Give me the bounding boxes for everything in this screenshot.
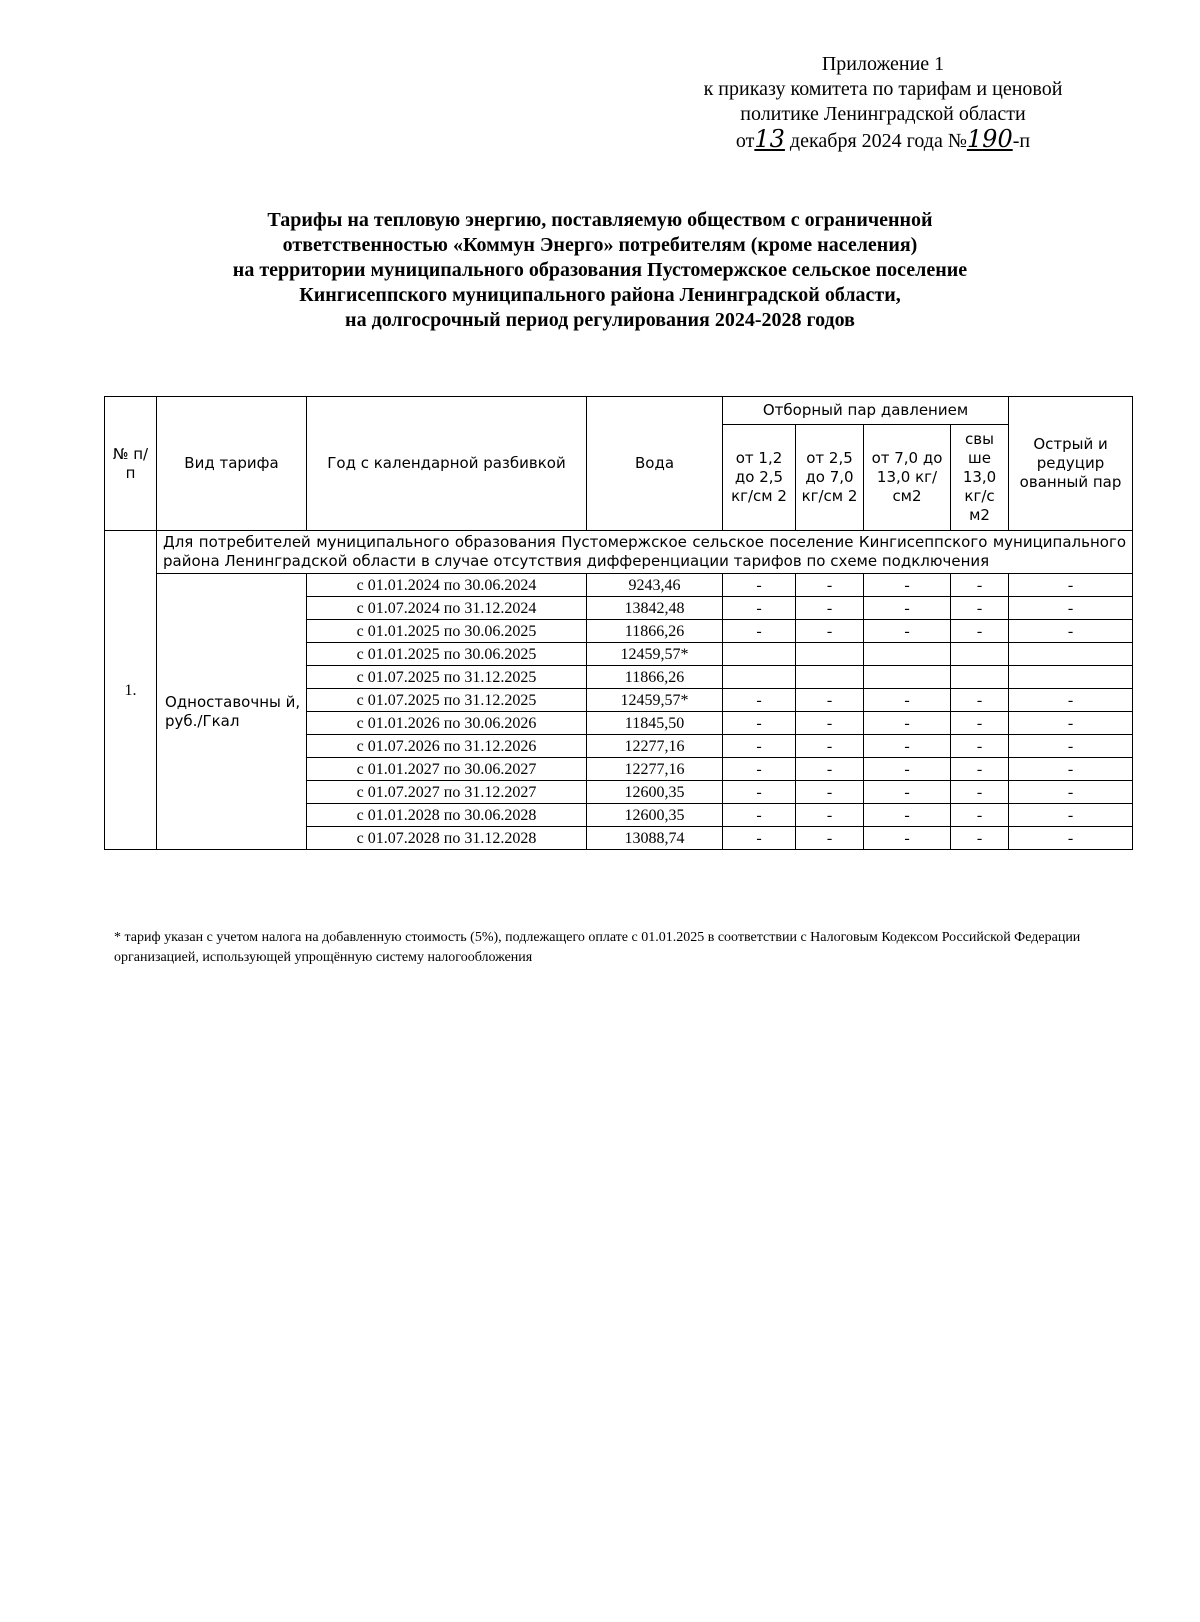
cell-sharp: - [1009, 804, 1133, 827]
cell-sharp: - [1009, 574, 1133, 597]
cell-sharp: - [1009, 827, 1133, 850]
cell-s3: - [864, 827, 951, 850]
header-num: № п/п [105, 397, 157, 531]
cell-s2 [796, 666, 864, 689]
cell-s2: - [796, 597, 864, 620]
cell-s3 [864, 666, 951, 689]
order-suffix: -п [1012, 130, 1031, 152]
cell-s1 [723, 643, 796, 666]
cell-sharp: - [1009, 620, 1133, 643]
cell-s4: - [951, 597, 1009, 620]
header-steam-group: Отборный пар давлением [723, 397, 1009, 425]
cell-s4 [951, 643, 1009, 666]
cell-s1: - [723, 689, 796, 712]
cell-s2: - [796, 804, 864, 827]
header-steam-2: от 2,5 до 7,0 кг/см 2 [796, 425, 864, 531]
row-number: 1. [105, 531, 157, 850]
cell-s3: - [864, 689, 951, 712]
cell-s2 [796, 643, 864, 666]
cell-period: с 01.07.2024 по 31.12.2024 [307, 597, 587, 620]
cell-s4: - [951, 620, 1009, 643]
cell-water: 12459,57* [587, 643, 723, 666]
cell-water: 9243,46 [587, 574, 723, 597]
cell-s1: - [723, 781, 796, 804]
appendix-line1: Приложение 1 [821, 53, 945, 75]
cell-period: с 01.07.2027 по 31.12.2027 [307, 781, 587, 804]
cell-water: 12600,35 [587, 804, 723, 827]
cell-s2: - [796, 735, 864, 758]
date-prefix: от [735, 130, 755, 152]
cell-period: с 01.01.2024 по 30.06.2024 [307, 574, 587, 597]
header-steam-4: свы ше 13,0 кг/с м2 [951, 425, 1009, 531]
cell-sharp [1009, 666, 1133, 689]
cell-s3: - [864, 574, 951, 597]
appendix-line3: политике Ленинградской области [740, 103, 1026, 125]
cell-s1: - [723, 804, 796, 827]
cell-s3: - [864, 597, 951, 620]
cell-water: 12277,16 [587, 735, 723, 758]
cell-s1 [723, 666, 796, 689]
cell-s3: - [864, 781, 951, 804]
cell-s1: - [723, 735, 796, 758]
header-period: Год с календарной разбивкой [307, 397, 587, 531]
cell-sharp: - [1009, 758, 1133, 781]
cell-s3: - [864, 712, 951, 735]
cell-s4: - [951, 735, 1009, 758]
date-rest: декабря 2024 года № [784, 130, 967, 152]
tariff-kind: Одноставочны й, руб./Гкал [157, 574, 307, 850]
title-line: ответственностью «Коммун Энерго» потребителям (кроме населения) [282, 234, 918, 256]
title-line: на долгосрочный период регулирования 2024-2028 годов [345, 309, 855, 331]
cell-s1: - [723, 758, 796, 781]
cell-period: с 01.01.2027 по 30.06.2027 [307, 758, 587, 781]
cell-s4: - [951, 804, 1009, 827]
appendix-line2: к приказу комитета по тарифам и ценовой [703, 78, 1063, 100]
cell-water: 13842,48 [587, 597, 723, 620]
header-steam-1: от 1,2 до 2,5 кг/см 2 [723, 425, 796, 531]
cell-s2: - [796, 689, 864, 712]
cell-period: с 01.07.2028 по 31.12.2028 [307, 827, 587, 850]
cell-s2: - [796, 827, 864, 850]
cell-period: с 01.07.2025 по 31.12.2025 [307, 689, 587, 712]
cell-s4: - [951, 827, 1009, 850]
cell-water: 11866,26 [587, 620, 723, 643]
footnote: * тариф указан с учетом налога на добавленную стоимость (5%), подлежащего оплате с 01.01.2025 в соответствии с Налоговым Кодексом Российской Федерации организацией, использующей упрощённую систему налогообложения [114, 930, 1081, 965]
cell-period: с 01.01.2025 по 30.06.2025 [307, 643, 587, 666]
cell-period: с 01.07.2025 по 31.12.2025 [307, 666, 587, 689]
cell-s1: - [723, 574, 796, 597]
cell-s4 [951, 666, 1009, 689]
header-kind: Вид тарифа [157, 397, 307, 531]
cell-water: 12459,57* [587, 689, 723, 712]
cell-sharp: - [1009, 735, 1133, 758]
header-sharp-steam: Острый и редуцир ованный пар [1009, 397, 1133, 531]
cell-sharp: - [1009, 689, 1133, 712]
cell-sharp: - [1009, 781, 1133, 804]
cell-s1: - [723, 597, 796, 620]
cell-s1: - [723, 827, 796, 850]
cell-water: 11866,26 [587, 666, 723, 689]
cell-s3: - [864, 804, 951, 827]
cell-water: 12277,16 [587, 758, 723, 781]
cell-water: 11845,50 [587, 712, 723, 735]
title-line: Тарифы на тепловую энергию, поставляемую обществом с ограниченной [267, 209, 933, 231]
cell-sharp: - [1009, 712, 1133, 735]
cell-s3: - [864, 620, 951, 643]
tariff-table [104, 396, 1133, 850]
cell-water: 13088,74 [587, 827, 723, 850]
cell-s2: - [796, 620, 864, 643]
appendix-header [648, 52, 1118, 154]
cell-s1: - [723, 620, 796, 643]
cell-s4: - [951, 712, 1009, 735]
handwritten-order-number: 190 [966, 125, 1013, 153]
cell-s4: - [951, 758, 1009, 781]
header-water: Вода [587, 397, 723, 531]
cell-s3: - [864, 735, 951, 758]
cell-period: с 01.01.2028 по 30.06.2028 [307, 804, 587, 827]
consumer-description: Для потребителей муниципального образования Пустомержское сельское поселение Кингисеппского муниципального района Ленинградской области в случае отсутствия дифференциации тарифов по схеме подключения [157, 531, 1133, 574]
table-row [105, 574, 1133, 597]
title-line: на территории муниципального образования Пустомержское сельское поселение [232, 259, 968, 281]
cell-s3 [864, 643, 951, 666]
header-steam-3: от 7,0 до 13,0 кг/см2 [864, 425, 951, 531]
cell-period: с 01.07.2026 по 31.12.2026 [307, 735, 587, 758]
cell-s3: - [864, 758, 951, 781]
cell-s1: - [723, 712, 796, 735]
cell-s2: - [796, 712, 864, 735]
cell-sharp [1009, 643, 1133, 666]
cell-s2: - [796, 574, 864, 597]
cell-period: с 01.01.2025 по 30.06.2025 [307, 620, 587, 643]
cell-s4: - [951, 781, 1009, 804]
cell-sharp: - [1009, 597, 1133, 620]
appendix-date-line [648, 127, 1118, 154]
cell-water: 12600,35 [587, 781, 723, 804]
cell-s2: - [796, 758, 864, 781]
document-title [100, 208, 1100, 333]
cell-s4: - [951, 574, 1009, 597]
cell-s2: - [796, 781, 864, 804]
cell-s4: - [951, 689, 1009, 712]
cell-period: с 01.01.2026 по 30.06.2026 [307, 712, 587, 735]
handwritten-day: 13 [754, 125, 785, 153]
title-line: Кингисеппского муниципального района Ленинградской области, [299, 284, 901, 306]
